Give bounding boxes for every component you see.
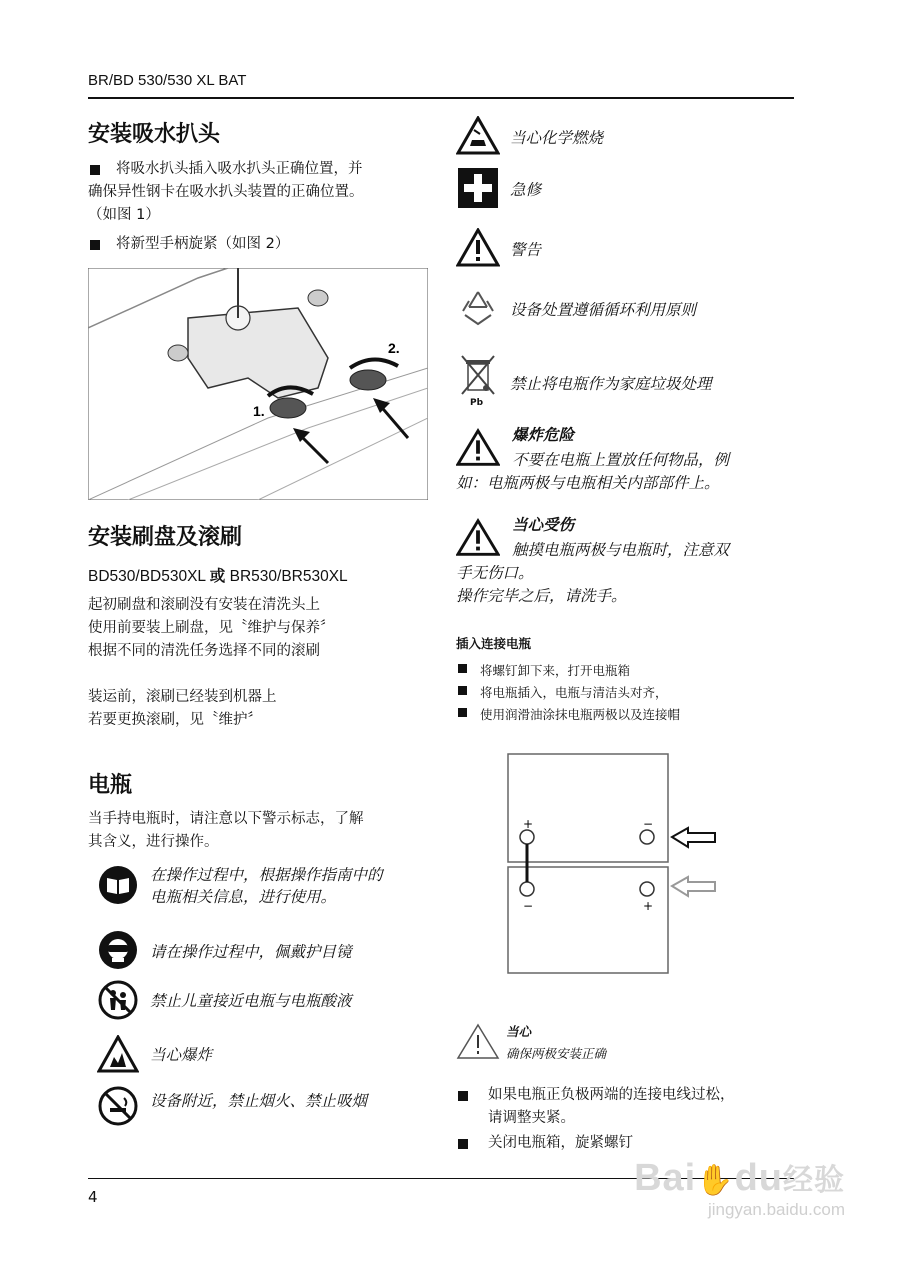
connect-bullet: [456, 704, 680, 726]
no-children-icon: [96, 980, 140, 1020]
squeegee-bullet-2: [88, 233, 289, 256]
terminal-minus-bottom: −: [523, 899, 534, 913]
sign-text-explosion: 当心爆炸: [150, 1046, 213, 1064]
section-title-squeegee: 安装吸水扒头: [88, 122, 221, 147]
squeegee-bullet-1: [88, 158, 433, 227]
models-part-1: BD530/BD530XL: [88, 568, 210, 585]
bullet-text: 关闭电瓶箱，旋紧螺钉: [488, 1135, 633, 1151]
final-bullet-2: [456, 1132, 796, 1155]
battery-intro: [88, 808, 364, 854]
injury-title: 当心受伤: [512, 516, 575, 534]
bullet-text: 使用润滑油涂抹电瓶两极以及连接帽: [480, 707, 681, 722]
figure-label-1: 1.: [253, 403, 265, 419]
brush-line: 若要更换滚刷，见〝维护〞: [88, 712, 262, 728]
battery-polarity-figure: [500, 752, 730, 977]
document-header-title: BR/BD 530/530 XL BAT: [88, 72, 247, 89]
sign-text-goggles: 请在操作过程中，佩戴护目镜: [150, 943, 352, 961]
no-fire-icon: [96, 1086, 140, 1126]
models-or: 或: [209, 567, 226, 585]
final-bullets: [456, 1084, 796, 1155]
sign-line: 在操作过程中，根据操作指南中的: [150, 866, 383, 884]
first-aid-icon: [456, 168, 500, 208]
battery-intro-line: 当手持电瓶时，请注意以下警示标志，了解: [88, 811, 364, 827]
bullet-text-cont: （如图 1）: [88, 207, 160, 223]
bullet-square: [458, 664, 467, 673]
explosion-danger-line2: 如：电瓶两极与电瓶相关内部部件上。: [456, 474, 720, 492]
warning-icon: [456, 228, 500, 268]
watermark: [634, 1155, 845, 1220]
terminal-plus-top: +: [523, 817, 534, 831]
final-bullet-1: [456, 1084, 796, 1130]
squeegee-installation-figure: [88, 268, 428, 500]
sign-text-first-aid: 急修: [510, 181, 542, 199]
recycle-icon: [456, 288, 500, 328]
bullet-text: 将吸水扒头插入吸水扒头正确位置，并: [116, 161, 363, 177]
watermark-paw-icon: ✋: [696, 1164, 735, 1197]
injury-line3: 操作完毕之后，请洗手。: [456, 587, 627, 605]
goggles-icon: [96, 930, 140, 970]
bullet-text: 如果电瓶正负极两端的连接电线过松，: [488, 1087, 735, 1103]
bullet-square: [458, 1091, 468, 1101]
bullet-square: [90, 240, 100, 250]
bullet-text: 将新型手柄旋紧（如图 2）: [116, 236, 290, 252]
watermark-url: jingyan.baidu.com: [707, 1200, 845, 1219]
sign-text-warning: 警告: [510, 241, 542, 259]
caution-text: 确保两极安装正确: [506, 1046, 607, 1061]
manual-icon: [96, 865, 140, 905]
models-part-2: BR530/BR530XL: [225, 568, 348, 585]
bullet-text-cont: 确保异性钢卡在吸水扒头装置的正确位置。: [88, 184, 364, 200]
explosion-danger-icon: [456, 428, 500, 468]
watermark-bai: Bai: [634, 1157, 697, 1199]
connect-bullet: [456, 660, 680, 682]
caution-title: 当心: [506, 1024, 532, 1039]
brush-line: 根据不同的清洗任务选择不同的滚刷: [88, 643, 320, 659]
injury-line1: 触摸电瓶两极与电瓶时，注意双: [512, 541, 730, 559]
header-rule: [88, 97, 794, 99]
brush-line: 装运前，滚刷已经装到机器上: [88, 689, 277, 705]
sign-text-no-children: 禁止儿童接近电瓶与电瓶酸液: [150, 992, 352, 1010]
explosion-danger-line1: 不要在电瓶上置放任何物品，例: [512, 451, 730, 469]
caution-icon: [456, 1022, 500, 1062]
explosion-warning-icon: [96, 1034, 140, 1074]
sign-text-manual: [150, 864, 383, 908]
brush-notes: [88, 594, 335, 732]
bullet-text: 将电瓶插入，电瓶与清洁头对齐，: [480, 685, 668, 700]
sign-text-no-household-waste: 禁止将电瓶作为家庭垃圾处理: [510, 375, 712, 393]
sign-text-recycle: 设备处置遵循循环利用原则: [510, 301, 697, 319]
bullet-text: 将螺钉卸下来，打开电瓶箱: [480, 663, 631, 678]
bullet-square: [90, 165, 100, 175]
terminal-minus-top: −: [643, 817, 654, 831]
watermark-du: du: [734, 1157, 783, 1199]
watermark-jingyan: 经验: [783, 1164, 845, 1197]
brush-line: 使用前要装上刷盘，见〝维护与保养〞: [88, 620, 335, 636]
sign-text-chemical-burn: 当心化学燃烧: [510, 129, 604, 147]
figure-label-2: 2.: [388, 340, 400, 356]
injury-line2: 手无伤口。: [456, 564, 534, 582]
bullet-square: [458, 708, 467, 717]
models-line: [88, 564, 348, 586]
section-title-brush: 安装刷盘及滚刷: [88, 525, 243, 550]
bullet-text: 请调整夹紧。: [488, 1110, 575, 1126]
chemical-burn-icon: [456, 116, 500, 156]
pb-label: Pb: [470, 398, 484, 408]
injury-warning-icon: [456, 518, 500, 558]
terminal-plus-bottom: +: [643, 899, 654, 913]
connect-bullets: [456, 660, 680, 726]
section-title-battery: 电瓶: [88, 773, 133, 798]
battery-intro-line: 其含义，进行操作。: [88, 834, 219, 850]
connect-battery-title: 插入连接电瓶: [456, 636, 532, 651]
sign-text-no-fire: 设备附近，禁止烟火、禁止吸烟: [150, 1092, 368, 1110]
explosion-danger-title: 爆炸危险: [512, 426, 575, 444]
brush-line: 起初刷盘和滚刷没有安装在清洗头上: [88, 597, 320, 613]
page-number: 4: [88, 1188, 98, 1206]
bullet-square: [458, 686, 467, 695]
bullet-square: [458, 1139, 468, 1149]
connect-bullet: [456, 682, 680, 704]
sign-line: 电瓶相关信息，进行使用。: [150, 888, 337, 906]
